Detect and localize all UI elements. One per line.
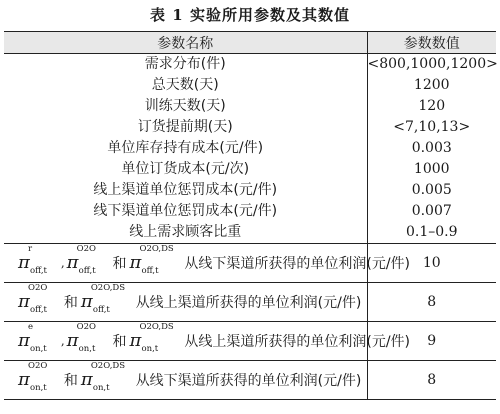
conjunction: 和 — [63, 373, 78, 389]
formula-row — [4, 283, 496, 322]
conjunction: 和 — [112, 334, 127, 350]
param-description: 从线上渠道所获得的单位利润(元/件) — [135, 295, 362, 311]
param-name: 训练天数(天) — [4, 96, 367, 117]
table-row — [4, 201, 496, 222]
symbol-separator: , — [60, 256, 65, 270]
table-row — [4, 75, 496, 96]
param-name: 总天数(天) — [4, 75, 367, 96]
param-value: 0.005 — [411, 182, 452, 198]
param-value: 0.003 — [411, 140, 452, 156]
param-value: 1200 — [413, 77, 450, 93]
table-row — [4, 54, 496, 76]
caption-title: 实验所用参数及其数值 — [189, 6, 350, 24]
param-value: 8 — [367, 283, 496, 322]
formula-row — [4, 244, 496, 283]
conjunction: 和 — [112, 256, 127, 272]
parameter-table — [4, 31, 496, 400]
formula-param-name — [4, 361, 367, 400]
param-value: <7,10,13> — [393, 119, 471, 135]
param-value: 1000 — [413, 161, 450, 177]
conjunction: 和 — [63, 295, 78, 311]
table-row — [4, 222, 496, 244]
param-name: 单位库存持有成本(元/件) — [4, 138, 367, 159]
table-caption — [0, 1, 500, 29]
param-name: 线上渠道单位惩罚成本(元/件) — [4, 180, 367, 201]
param-name: 线上需求顾客比重 — [4, 222, 367, 244]
table-row — [4, 96, 496, 117]
table-header-row — [4, 32, 496, 54]
param-description: 从线下渠道所获得的单位利润(元/件) — [135, 373, 362, 389]
param-value: 120 — [418, 98, 446, 114]
param-name: 需求分布(件) — [4, 54, 367, 76]
profit-symbol: π O2O,DS off,t — [80, 283, 126, 315]
param-name: 线下渠道单位惩罚成本(元/件) — [4, 201, 367, 222]
header-parameter-name: 参数名称 — [4, 32, 367, 54]
caption-prefix: 表 — [150, 6, 167, 24]
formula-row — [4, 361, 496, 400]
table-row — [4, 117, 496, 138]
table-row — [4, 180, 496, 201]
formula-param-name — [4, 322, 410, 361]
profit-symbol: π e on,t — [18, 322, 47, 354]
profit-symbol: π r off,t — [18, 244, 47, 276]
profit-symbol: π O2O,DS off,t — [129, 244, 174, 276]
param-value: 9 — [367, 322, 496, 361]
param-description: 从线下渠道所获得的单位利润(元/件) — [184, 256, 410, 272]
param-name: 单位订货成本(元/次) — [4, 159, 367, 180]
param-value: <800,1000,1200> — [367, 56, 498, 72]
header-parameter-value: 参数数值 — [367, 32, 496, 54]
param-value: 0.1–0.9 — [367, 222, 496, 244]
profit-symbol: π O2O on,t — [66, 322, 97, 354]
profit-symbol: π O2O,DS on,t — [80, 361, 126, 393]
profit-symbol: π O2O on,t — [18, 361, 48, 393]
param-name: 订货提前期(天) — [4, 117, 367, 138]
formula-row — [4, 322, 496, 361]
formula-param-name — [4, 244, 410, 283]
symbol-separator: , — [60, 334, 65, 348]
param-value: 0.007 — [411, 203, 452, 219]
profit-symbol: π O2O,DS on,t — [129, 322, 174, 354]
profit-symbol: π O2O off,t — [66, 244, 97, 276]
param-value: 10 — [367, 244, 496, 283]
profit-symbol: π O2O off,t — [18, 283, 48, 315]
table-row — [4, 159, 496, 180]
param-description: 从线上渠道所获得的单位利润(元/件) — [184, 334, 410, 350]
formula-param-name — [4, 283, 367, 322]
param-value: 8 — [367, 361, 496, 400]
caption-number: 1 — [172, 6, 184, 24]
table-row — [4, 138, 496, 159]
